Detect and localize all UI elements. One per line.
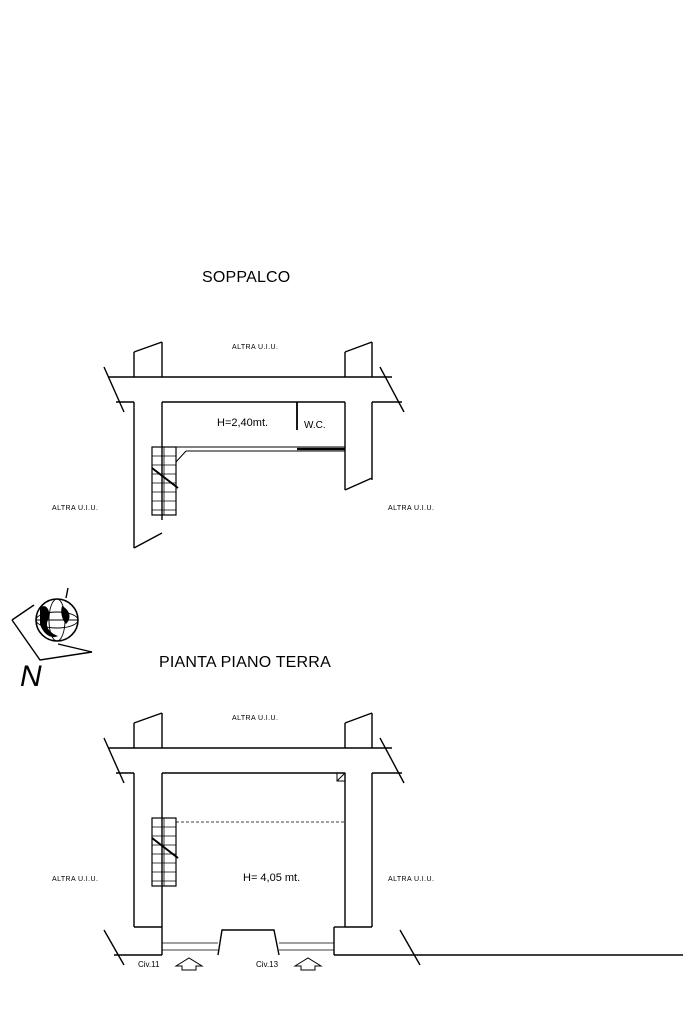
- north-compass-icon: [12, 588, 92, 660]
- lower-left-neighbor-label: ALTRA U.I.U.: [52, 876, 99, 883]
- upper-height-label: H=2,40mt.: [217, 417, 269, 429]
- north-letter: N: [20, 660, 42, 693]
- upper-plan-walls: [104, 342, 404, 548]
- upper-right-neighbor-label: ALTRA U.I.U.: [388, 505, 435, 512]
- upper-top-neighbor-label: ALTRA U.I.U.: [232, 344, 279, 351]
- lower-height-label: H= 4,05 mt.: [243, 872, 301, 884]
- lower-right-neighbor-label: ALTRA U.I.U.: [388, 876, 435, 883]
- wc-room-label: W.C.: [304, 420, 326, 431]
- upper-left-neighbor-label: ALTRA U.I.U.: [52, 505, 99, 512]
- mezzanine-title: SOPPALCO: [202, 269, 291, 286]
- lower-plan-walls: [104, 713, 683, 970]
- lower-top-neighbor-label: ALTRA U.I.U.: [232, 715, 279, 722]
- entrance-civ-13-label: Civ.13: [256, 960, 279, 969]
- entrance-arrow-icon: [176, 958, 202, 970]
- entrance-civ-11-label: Civ.11: [138, 960, 160, 969]
- ground-floor-title: PIANTA PIANO TERRA: [159, 654, 331, 671]
- entrance-arrow-icon: [295, 958, 321, 970]
